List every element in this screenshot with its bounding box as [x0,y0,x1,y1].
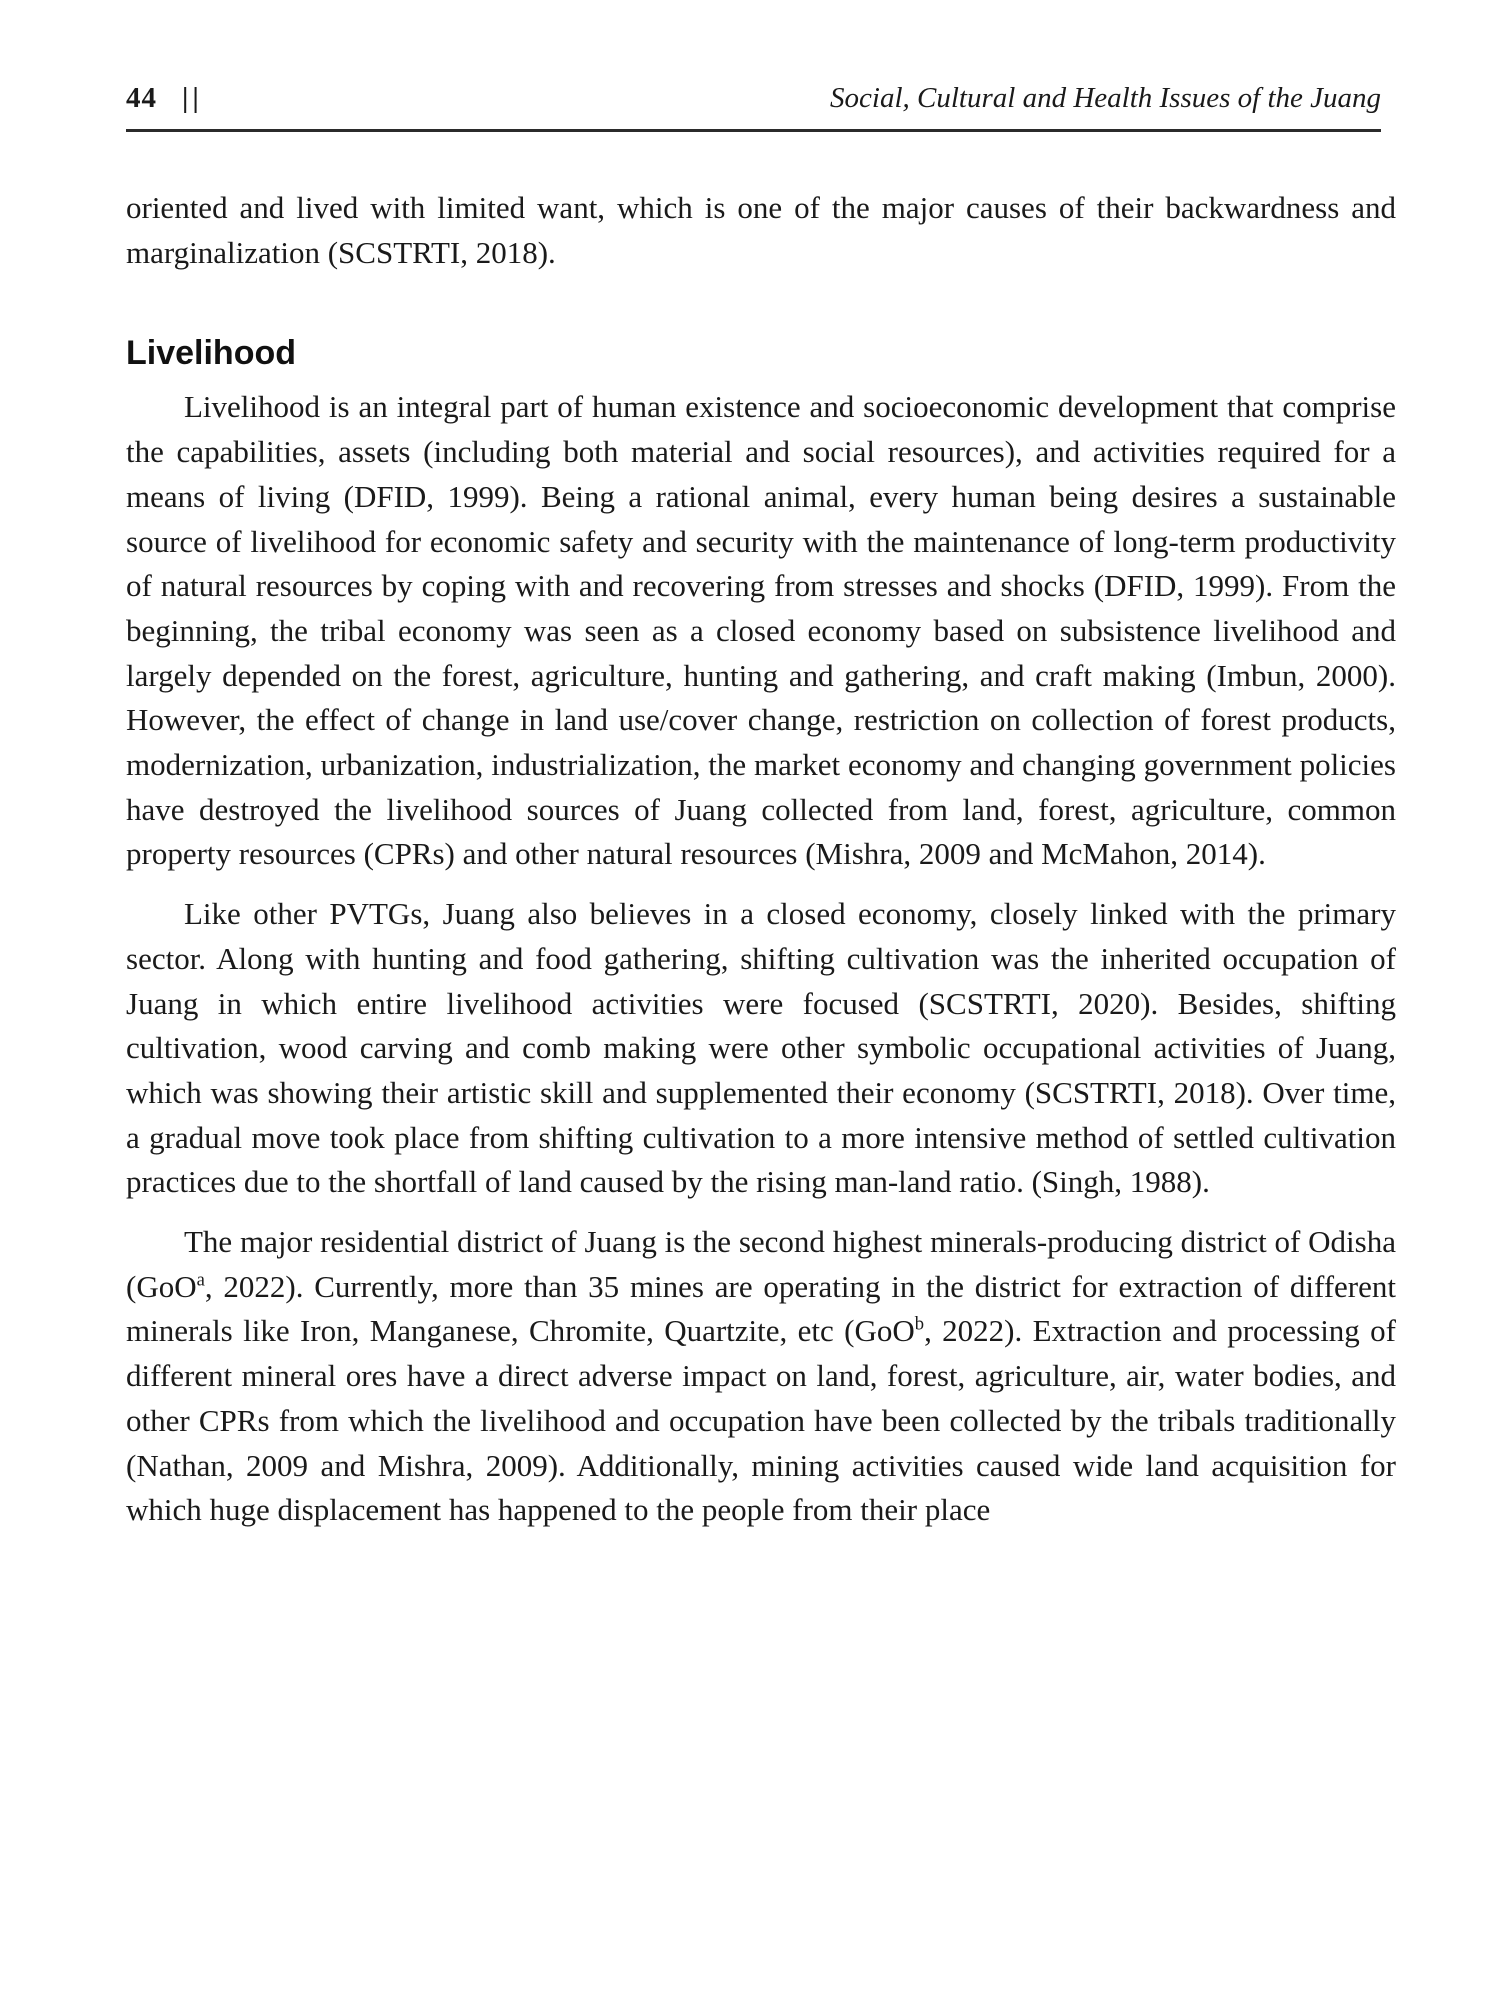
book-title: Social, Cultural and Health Issues of the Juang [830,82,1381,114]
paragraph-text: , 2022). Extraction and processing of different mineral ores have a direct adverse impact on land, forest, agriculture, air, water bodies, and other CPRs from which the livelihood and occupation have been collected by the tribals traditionally (Nathan, 2009 and Mishra, 2009). Additionally, mining activities caused wide land acquisition for which huge displacement has happened to the people from their place [126,1313,1396,1528]
paragraph-text: The major residential district of Juang is the second highest minerals-producing district of Odisha (GoO [126,1224,1396,1304]
superscript-b: b [914,1314,925,1336]
continuation-paragraph: oriented and lived with limited want, which is one of the major causes of their backwardness and marginalization (SCSTRTI, 2018). [126,190,1396,270]
paragraph-mining-impact [126,1220,1396,1533]
page-separator: || [182,82,203,114]
superscript-a: a [196,1269,205,1291]
header-rule [126,129,1381,132]
page-number: 44 [126,82,157,114]
paragraph-juang-economy: Like other PVTGs, Juang also believes in a closed economy, closely linked with the primary sector. Along with hunting and food gathering, shifting cultivation was the inherited occupation of Juang in which entire livelihood activities were focused (SCSTRTI, 2020). Besides, shifting cultivation, wood carving and comb making were other symbolic occupational activities of Juang, which was showing their artistic skill and supplemented their economy (SCSTRTI, 2018). Over time, a gradual move took place from shifting cultivation to a more intensive method of settled cultivation practices due to the shortfall of land caused by the rising man-land ratio. (Singh, 1988). [126,896,1396,1200]
paragraph-livelihood-definition: Livelihood is an integral part of human existence and socioeconomic development that comprise the capabilities, assets (including both material and social resources), and activities required for a means of living (DFID, 1999). Being a rational animal, every human being desires a sustainable source of livelihood for economic safety and security with the maintenance of long-term productivity of natural resources by coping with and recovering from stresses and shocks (DFID, 1999). From the beginning, the tribal economy was seen as a closed economy based on subsistence livelihood and largely depended on the forest, agriculture, hunting and gathering, and craft making (Imbun, 2000). However, the effect of change in land use/cover change, restriction on collection of forest products, modernization, urbanization, industrialization, the market economy and changing government policies have destroyed the livelihood sources of Juang collected from land, forest, agriculture, common property resources (CPRs) and other natural resources (Mishra, 2009 and McMahon, 2014). [126,389,1396,872]
section-heading: Livelihood [126,334,296,373]
paragraph-text: , 2022). Currently, more than 35 mines are operating in the district for extraction of different minerals like Iron, Manganese, Chromite, Quartzite, etc (GoO [126,1268,1396,1349]
page-body [126,186,1396,1533]
running-head [126,78,1381,122]
